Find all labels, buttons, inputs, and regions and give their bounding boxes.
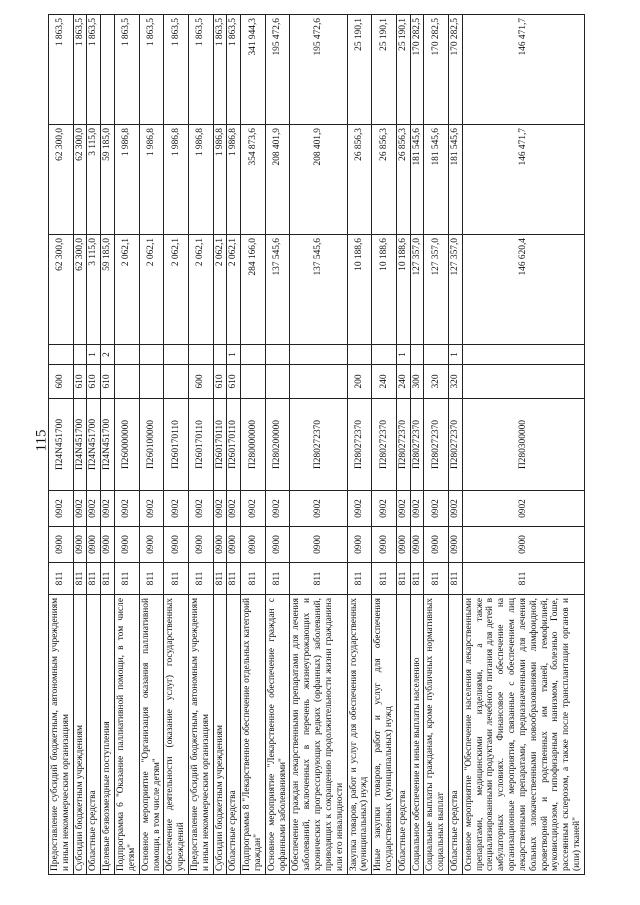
cell-target-article: П280272370: [396, 399, 410, 491]
cell-subsection-code: 0902: [290, 491, 347, 527]
cell-name: Субсидии бюджетным учреждениям: [73, 595, 87, 875]
cell-source-code: [49, 345, 74, 365]
cell-expense-type: 600: [49, 365, 74, 399]
cell-admin-code: 811: [372, 563, 397, 595]
cell-amount-2: 62 300,0: [73, 125, 87, 235]
cell-target-article: П260170110: [164, 399, 189, 491]
table-row: [241, 15, 266, 875]
cell-amount-1: 2 062,1: [213, 235, 227, 345]
cell-expense-type: 610: [101, 365, 115, 399]
table-row: [164, 15, 189, 875]
cell-amount-2: 62 300,0: [49, 125, 74, 235]
cell-amount-2: 181 545,6: [424, 125, 449, 235]
cell-amount-2: 181 545,6: [410, 125, 424, 235]
cell-admin-code: 811: [188, 563, 213, 595]
cell-expense-type: [265, 365, 290, 399]
cell-amount-3: 1 863,5: [73, 15, 87, 125]
table-row: [73, 15, 87, 875]
cell-amount-3: 146 471,7: [462, 15, 584, 125]
table-row: [462, 15, 584, 875]
table-row: [213, 15, 227, 875]
cell-amount-2: 1 986,8: [227, 125, 241, 235]
cell-name: Областные средства: [449, 595, 463, 875]
cell-amount-1: 59 185,0: [101, 235, 115, 345]
cell-section-code: 0900: [241, 527, 266, 563]
cell-name: Социальное обеспечение и иные выплаты населению: [410, 595, 424, 875]
cell-admin-code: 811: [424, 563, 449, 595]
cell-target-article: П260000000: [115, 399, 140, 491]
cell-subsection-code: 0902: [49, 491, 74, 527]
cell-source-code: [372, 345, 397, 365]
cell-amount-3: 25 190,1: [396, 15, 410, 125]
cell-name: Подпрограмма 6 "Оказание паллиативной помощи, в том числе детям": [115, 595, 140, 875]
cell-amount-1: 62 300,0: [73, 235, 87, 345]
cell-admin-code: 811: [449, 563, 463, 595]
cell-expense-type: [139, 365, 164, 399]
cell-name: Основное мероприятие "Организация оказания паллиативной помощи, в том числе детям": [139, 595, 164, 875]
cell-section-code: 0900: [396, 527, 410, 563]
cell-name: Обеспечение деятельности (оказание услуг) государственных учреждений: [164, 595, 189, 875]
cell-amount-2: 208 401,9: [290, 125, 347, 235]
cell-source-code: [424, 345, 449, 365]
cell-amount-2: 1 986,8: [139, 125, 164, 235]
cell-admin-code: 811: [265, 563, 290, 595]
cell-amount-2: 146 471,7: [462, 125, 584, 235]
cell-target-article: П24N451700: [73, 399, 87, 491]
cell-expense-type: 240: [396, 365, 410, 399]
cell-admin-code: 811: [241, 563, 266, 595]
table-row: [265, 15, 290, 875]
cell-name: Субсидии бюджетным учреждениям: [213, 595, 227, 875]
cell-expense-type: [115, 365, 140, 399]
cell-section-code: 0900: [73, 527, 87, 563]
cell-section-code: 0900: [372, 527, 397, 563]
cell-amount-2: 1 986,8: [213, 125, 227, 235]
cell-expense-type: 610: [73, 365, 87, 399]
cell-section-code: 0900: [87, 527, 101, 563]
cell-source-code: 1: [449, 345, 463, 365]
cell-source-code: [188, 345, 213, 365]
cell-amount-3: 25 190,1: [372, 15, 397, 125]
rotated-table-wrapper: [48, 15, 585, 875]
cell-amount-1: 127 357,0: [410, 235, 424, 345]
cell-amount-3: 1 863,5: [213, 15, 227, 125]
cell-target-article: П280272370: [372, 399, 397, 491]
cell-name: Иные закупки товаров, работ и услуг для обеспечения государственных (муниципальных) нужд: [372, 595, 397, 875]
cell-source-code: [73, 345, 87, 365]
cell-source-code: 1: [227, 345, 241, 365]
cell-name: Предоставление субсидий бюджетным, автономным учреждениям и иным некоммерческим организациям: [188, 595, 213, 875]
table-row: [347, 15, 372, 875]
cell-amount-3: 1 863,5: [49, 15, 74, 125]
cell-section-code: 0900: [101, 527, 115, 563]
cell-subsection-code: 0902: [73, 491, 87, 527]
cell-amount-1: 10 188,6: [347, 235, 372, 345]
cell-source-code: [462, 345, 584, 365]
cell-target-article: П280272370: [424, 399, 449, 491]
cell-source-code: [164, 345, 189, 365]
page-number: 115: [33, 429, 50, 452]
cell-target-article: П280272370: [290, 399, 347, 491]
cell-section-code: 0900: [139, 527, 164, 563]
cell-target-article: П260170110: [213, 399, 227, 491]
cell-amount-2: 59 185,0: [101, 125, 115, 235]
cell-name: Областные средства: [396, 595, 410, 875]
cell-amount-2: 208 401,9: [265, 125, 290, 235]
cell-target-article: П280300000: [462, 399, 584, 491]
cell-admin-code: 811: [213, 563, 227, 595]
cell-section-code: 0900: [265, 527, 290, 563]
cell-section-code: 0900: [164, 527, 189, 563]
cell-target-article: П24N451700: [101, 399, 115, 491]
cell-subsection-code: 0902: [139, 491, 164, 527]
budget-table: [48, 14, 585, 875]
table-row: [139, 15, 164, 875]
cell-admin-code: 811: [115, 563, 140, 595]
cell-source-code: [265, 345, 290, 365]
cell-admin-code: 811: [347, 563, 372, 595]
table-row: [87, 15, 101, 875]
cell-subsection-code: 0902: [101, 491, 115, 527]
cell-expense-type: 600: [188, 365, 213, 399]
table-row: [410, 15, 424, 875]
cell-expense-type: [462, 365, 584, 399]
cell-expense-type: [290, 365, 347, 399]
cell-amount-3: 1 863,5: [188, 15, 213, 125]
cell-section-code: 0900: [410, 527, 424, 563]
cell-subsection-code: 0902: [449, 491, 463, 527]
cell-subsection-code: 0902: [115, 491, 140, 527]
table-row: [449, 15, 463, 875]
table-row: [290, 15, 347, 875]
cell-section-code: 0900: [424, 527, 449, 563]
cell-admin-code: 811: [49, 563, 74, 595]
cell-amount-1: 2 062,1: [164, 235, 189, 345]
cell-source-code: [115, 345, 140, 365]
cell-name: Областные средства: [227, 595, 241, 875]
cell-target-article: П260170110: [188, 399, 213, 491]
cell-admin-code: 811: [462, 563, 584, 595]
cell-amount-1: 146 620,4: [462, 235, 584, 345]
table-row: [101, 15, 115, 875]
cell-name: Целевые безвозмездные поступления: [101, 595, 115, 875]
cell-subsection-code: 0902: [87, 491, 101, 527]
cell-expense-type: [164, 365, 189, 399]
cell-amount-1: 2 062,1: [115, 235, 140, 345]
cell-admin-code: 811: [410, 563, 424, 595]
cell-source-code: [241, 345, 266, 365]
cell-source-code: [213, 345, 227, 365]
table-row: [227, 15, 241, 875]
cell-source-code: [410, 345, 424, 365]
cell-source-code: [290, 345, 347, 365]
cell-amount-2: 3 115,0: [87, 125, 101, 235]
cell-amount-2: 1 986,8: [115, 125, 140, 235]
cell-expense-type: 320: [424, 365, 449, 399]
cell-source-code: [347, 345, 372, 365]
cell-name: Предоставление субсидий бюджетным, автономным учреждениям и иным некоммерческим организациям: [49, 595, 74, 875]
cell-amount-1: 127 357,0: [449, 235, 463, 345]
cell-section-code: 0900: [115, 527, 140, 563]
cell-amount-1: 10 188,6: [396, 235, 410, 345]
cell-admin-code: 811: [164, 563, 189, 595]
cell-subsection-code: 0902: [347, 491, 372, 527]
table-row: [424, 15, 449, 875]
cell-amount-3: 170 282,5: [410, 15, 424, 125]
cell-section-code: 0900: [347, 527, 372, 563]
cell-amount-2: 181 545,6: [449, 125, 463, 235]
cell-amount-1: 2 062,1: [227, 235, 241, 345]
table-row: [49, 15, 74, 875]
cell-amount-3: [101, 15, 115, 125]
cell-amount-2: 1 986,8: [188, 125, 213, 235]
cell-expense-type: 300: [410, 365, 424, 399]
cell-subsection-code: 0902: [164, 491, 189, 527]
cell-amount-3: 25 190,1: [347, 15, 372, 125]
cell-expense-type: 610: [227, 365, 241, 399]
cell-amount-2: 26 856,3: [372, 125, 397, 235]
cell-subsection-code: 0902: [265, 491, 290, 527]
cell-subsection-code: 0902: [410, 491, 424, 527]
cell-amount-3: 1 863,5: [227, 15, 241, 125]
cell-amount-3: 1 863,5: [115, 15, 140, 125]
table-row: [115, 15, 140, 875]
cell-admin-code: 811: [101, 563, 115, 595]
cell-subsection-code: 0902: [188, 491, 213, 527]
table-row: [372, 15, 397, 875]
cell-amount-1: 62 300,0: [49, 235, 74, 345]
cell-source-code: 1: [87, 345, 101, 365]
cell-amount-1: 137 545,6: [290, 235, 347, 345]
cell-source-code: 2: [101, 345, 115, 365]
cell-name: Основное мероприятие "Обеспечение населения лекарственными препаратами, медицинскими изделиями, а также специализированными продуктами лечебного питания для детей в амбулаторных условиях. Финансовое обеспечение на организационные мероприятия, связанные с обеспечением лиц лекарственными препаратами, предназначенными для лечения больных злокачественными новообразованиями лимфоидной, кроветворной и родственных им тканей, гемофилией, муковисцидозом, гипофизарным нанизмом, болезнью Гоше, рассеянным склерозом, а также после трансплантации органов и (или) тканей": [462, 595, 584, 875]
cell-target-article: П260100000: [139, 399, 164, 491]
cell-amount-3: 195 472,6: [265, 15, 290, 125]
cell-amount-1: 137 545,6: [265, 235, 290, 345]
cell-amount-2: 354 873,6: [241, 125, 266, 235]
cell-subsection-code: 0902: [227, 491, 241, 527]
cell-amount-3: 195 472,6: [290, 15, 347, 125]
cell-admin-code: 811: [139, 563, 164, 595]
cell-amount-3: 341 944,3: [241, 15, 266, 125]
cell-name: Основное мероприятие "Лекарственное обеспечение граждан с орфанными заболеваниями": [265, 595, 290, 875]
cell-amount-1: 2 062,1: [188, 235, 213, 345]
cell-target-article: П280272370: [347, 399, 372, 491]
cell-target-article: П280200000: [265, 399, 290, 491]
cell-section-code: 0900: [227, 527, 241, 563]
cell-target-article: П280272370: [410, 399, 424, 491]
cell-expense-type: 610: [87, 365, 101, 399]
cell-amount-3: 1 863,5: [164, 15, 189, 125]
cell-amount-3: 170 282,5: [449, 15, 463, 125]
cell-section-code: 0900: [213, 527, 227, 563]
cell-expense-type: 200: [347, 365, 372, 399]
cell-amount-1: 10 188,6: [372, 235, 397, 345]
cell-section-code: 0900: [449, 527, 463, 563]
cell-admin-code: 811: [227, 563, 241, 595]
cell-section-code: 0900: [188, 527, 213, 563]
cell-admin-code: 811: [396, 563, 410, 595]
cell-name: Социальные выплаты гражданам, кроме публичных нормативных социальных выплат: [424, 595, 449, 875]
cell-expense-type: 320: [449, 365, 463, 399]
cell-amount-1: 127 357,0: [424, 235, 449, 345]
cell-amount-1: 3 115,0: [87, 235, 101, 345]
cell-name: Обеспечение граждан лекарственными препаратами для лечения заболеваний, включенных в перечень жизнеугрожающих и хронических прогрессирующих редких (орфанных) заболеваний, приводящих к сокращению продолжительности жизни гражданина или его инвалидности: [290, 595, 347, 875]
cell-target-article: П280272370: [449, 399, 463, 491]
cell-amount-1: 2 062,1: [139, 235, 164, 345]
cell-name: Областные средства: [87, 595, 101, 875]
cell-section-code: 0900: [462, 527, 584, 563]
cell-expense-type: [241, 365, 266, 399]
cell-amount-3: 1 863,5: [87, 15, 101, 125]
cell-expense-type: 240: [372, 365, 397, 399]
cell-target-article: П280000000: [241, 399, 266, 491]
cell-source-code: [139, 345, 164, 365]
cell-section-code: 0900: [290, 527, 347, 563]
cell-section-code: 0900: [49, 527, 74, 563]
table-row: [188, 15, 213, 875]
cell-amount-1: 284 166,0: [241, 235, 266, 345]
cell-name: Закупка товаров, работ и услуг для обеспечения государственных (муниципальных) нужд: [347, 595, 372, 875]
cell-source-code: 1: [396, 345, 410, 365]
cell-amount-2: 26 856,3: [396, 125, 410, 235]
cell-target-article: П24N451700: [49, 399, 74, 491]
cell-amount-3: 1 863,5: [139, 15, 164, 125]
cell-admin-code: 811: [290, 563, 347, 595]
table-row: [396, 15, 410, 875]
cell-subsection-code: 0902: [372, 491, 397, 527]
cell-amount-2: 1 986,8: [164, 125, 189, 235]
cell-admin-code: 811: [87, 563, 101, 595]
cell-subsection-code: 0902: [424, 491, 449, 527]
cell-target-article: П24N451700: [87, 399, 101, 491]
cell-amount-3: 170 282,5: [424, 15, 449, 125]
cell-expense-type: 610: [213, 365, 227, 399]
cell-subsection-code: 0902: [396, 491, 410, 527]
cell-subsection-code: 0902: [241, 491, 266, 527]
table-body: [49, 15, 585, 875]
cell-amount-2: 26 856,3: [347, 125, 372, 235]
cell-name: Подпрограмма 8 "Лекарственное обеспечение отдельных категорий граждан": [241, 595, 266, 875]
cell-subsection-code: 0902: [462, 491, 584, 527]
cell-subsection-code: 0902: [213, 491, 227, 527]
cell-target-article: П260170110: [227, 399, 241, 491]
cell-admin-code: 811: [73, 563, 87, 595]
